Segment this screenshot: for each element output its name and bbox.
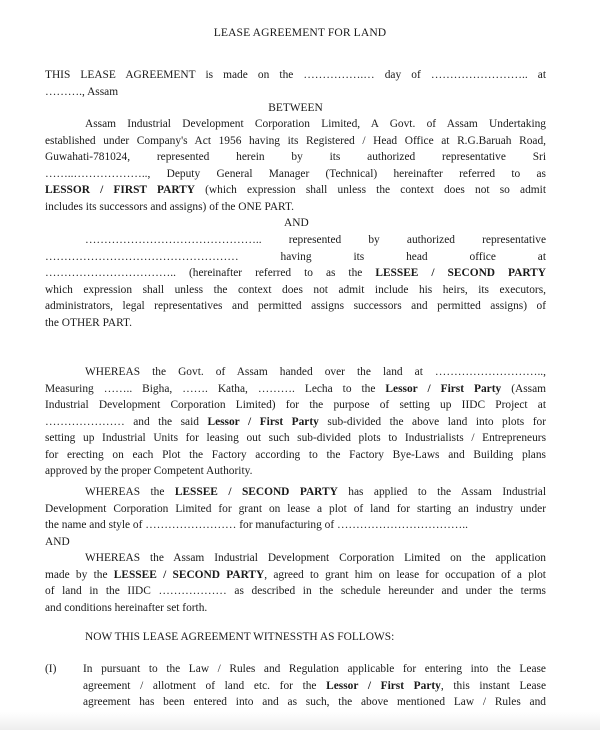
paragraph-line: of land in the IIDC ……………… as described in the schedule hereunder and under the terms: [45, 585, 546, 597]
page-bottom-fade: [0, 712, 600, 730]
lessor-label: Lessor / First Party: [326, 679, 441, 692]
lessee-label: LESSEE / SECOND PARTY: [113, 568, 265, 581]
paragraph-line: administrators, legal representatives and permitted assigns successors and permitted assigns) of: [45, 300, 546, 312]
lessee-label: LESSEE / SECOND PARTY: [174, 486, 338, 498]
document-title: LEASE AGREEMENT FOR LAND: [213, 26, 387, 39]
paragraph-line: approved by the proper Competent Authority.: [45, 465, 253, 477]
lessor-label: Lessor / First Party: [385, 382, 502, 395]
lessor-label: Lessor / First Party: [207, 415, 319, 428]
paragraph-line: [45, 265, 546, 282]
preamble-line: ………., Assam: [45, 85, 119, 98]
paragraph-text: Measuring …….. Bigha, ……. Katha, ………. Lecha to the: [45, 382, 386, 395]
paragraph-line: which expression shall unless the context does not admit include his heirs, its executors,: [45, 283, 546, 296]
paragraph-line: Guwahati-781024, represented herein by its authorized representative Sri: [45, 151, 546, 163]
clause-1: [83, 661, 546, 711]
paragraph-text: agreement / allotment of land etc. for the: [83, 679, 327, 692]
paragraph-line: includes its successors and assigns) of the ONE PART.: [45, 200, 294, 213]
paragraph-text: (which expression shall unless the context does not so admit: [194, 184, 546, 196]
paragraph-line: Assam Industrial Development Corporation Limited, A Govt. of Assam Undertaking: [85, 118, 546, 130]
paragraph-line: the name and style of …………………… for manufacturing of ……………………………..: [45, 519, 468, 531]
paragraph-line: [45, 414, 546, 431]
paragraph-line: …………………………………………… having its head office at: [45, 250, 546, 263]
paragraph-line: setting up Industrial Units for leasing out such sub-divided plots to Industrialists / Entrepreneurs: [45, 432, 546, 444]
paragraph-line: WHEREAS the Assam Industrial Development Corporation Limited on the application: [85, 552, 546, 564]
paragraph-line: established under Company's Act 1956 having its Registered / Head Office at R.G.Baruah Road,: [45, 134, 546, 147]
paragraph-line: In pursuant to the Law / Rules and Regulation applicable for entering into the Lease: [83, 663, 546, 675]
whereas-paragraph-3: [45, 550, 546, 616]
whereas-paragraph-1: [45, 364, 546, 480]
preamble-line: THIS LEASE AGREEMENT is made on the …………….… day of …………………….. at: [45, 69, 546, 81]
first-party-paragraph: [45, 116, 546, 215]
paragraph-line: ……..……………….., Deputy General Manager (Technical) hereinafter referred to as: [45, 167, 546, 180]
paragraph-line: [45, 484, 546, 501]
paragraph-line: [45, 182, 546, 199]
paragraph-text: …………………………….. (hereinafter referred to as the: [45, 267, 376, 279]
paragraph-line: [83, 678, 546, 695]
paragraph-line: for erecting on each Plot the Factory according to the Factory Bye-Laws and Building plans: [45, 448, 546, 461]
paragraph-line: WHEREAS the Govt. of Assam handed over the land at ………………………..,: [85, 366, 546, 378]
and-heading: AND: [45, 535, 70, 548]
witnesseth-heading: NOW THIS LEASE AGREEMENT WITNESSTH AS FOLLOWS:: [85, 631, 395, 643]
paragraph-text: (Assam: [501, 382, 546, 395]
paragraph-line: [45, 567, 546, 584]
paragraph-text: WHEREAS the: [85, 486, 175, 498]
paragraph-line: agreement has been entered into and as such, the above mentioned Law / Rules and: [83, 696, 546, 708]
paragraph-text: , agreed to grant him on lease for occupation of a plot: [264, 568, 546, 581]
preamble: [45, 67, 546, 100]
second-party-paragraph: [45, 232, 546, 331]
paragraph-line: the OTHER PART.: [45, 316, 132, 329]
lessee-label: LESSEE / SECOND PARTY: [375, 267, 546, 279]
paragraph-line: ……………………………………….. represented by authorized representative: [85, 234, 546, 246]
and-heading: AND: [284, 217, 309, 229]
paragraph-text: has applied to the Assam Industrial: [337, 486, 546, 498]
between-heading: BETWEEN: [268, 102, 323, 114]
paragraph-line: and conditions hereinafter set forth.: [45, 601, 208, 614]
paragraph-line: [45, 381, 546, 398]
paragraph-text: , this instant Lease: [440, 679, 546, 692]
lessor-label: LESSOR / FIRST PARTY: [45, 184, 195, 196]
paragraph-text: made by the: [45, 568, 114, 581]
paragraph-text: sub-divided the above land into plots for: [318, 415, 546, 428]
paragraph-line: Industrial Development Corporation Limited) for the purpose of setting up IIDC Project at: [45, 399, 546, 411]
paragraph-text: ………………… and the said: [45, 415, 208, 428]
clause-number: (I): [45, 663, 57, 675]
paragraph-line: Development Corporation Limited for grant on lease a plot of land for starting an industry under: [45, 502, 546, 515]
whereas-paragraph-2: [45, 484, 546, 550]
